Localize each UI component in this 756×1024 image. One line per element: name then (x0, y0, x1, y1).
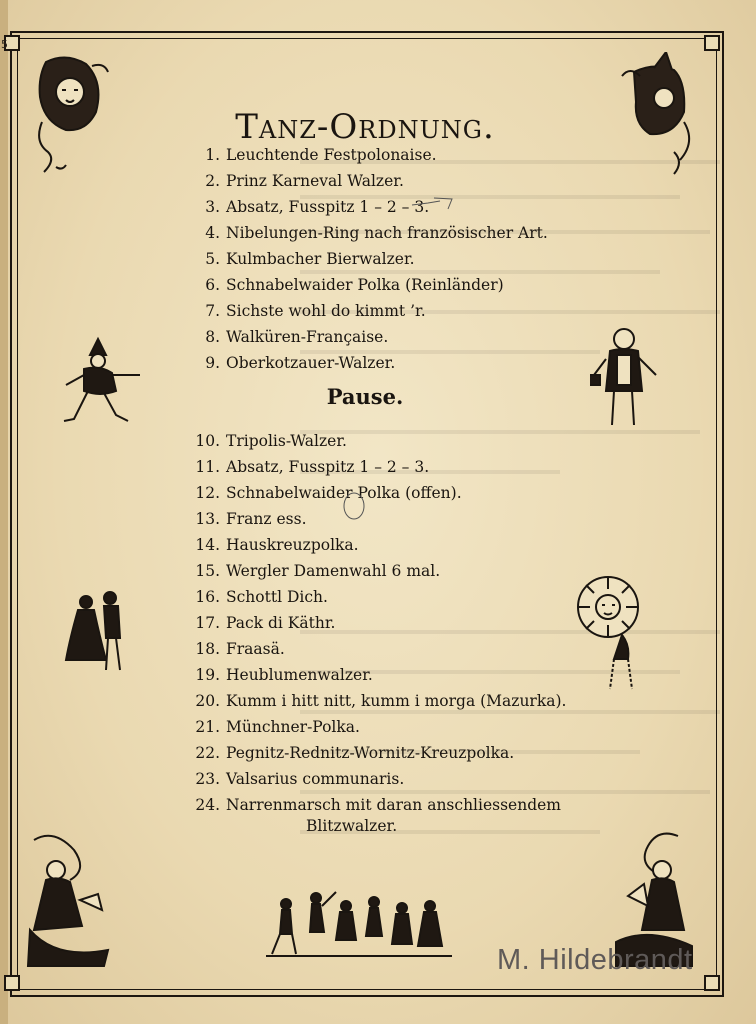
dance-title: Sichste wohl do kimmt ’r. (226, 302, 426, 320)
dance-title: Wergler Damenwahl 6 mal. (226, 562, 441, 580)
vignette-bird-figure-icon (614, 52, 700, 182)
vignette-couple-icon (62, 588, 138, 674)
vignette-jester-mask-icon (26, 52, 112, 182)
dance-title: Hauskreuzpolka. (226, 536, 359, 554)
dance-title: Schnabelwaider Polka (Reinländer) (226, 276, 504, 294)
vignette-sun-jester-icon (574, 575, 656, 693)
page-title: Tanz-Ordnung. (235, 106, 495, 147)
dance-title: Prinz Karneval Walzer. (226, 172, 404, 190)
dance-number: 23. (195, 770, 220, 788)
item-24-continuation: Blitzwalzer. (306, 817, 398, 835)
dance-title: Schottl Dich. (226, 588, 328, 606)
dance-number: 7. (205, 302, 220, 320)
dance-title: Walküren-Française. (226, 328, 389, 346)
dance-item (180, 220, 680, 246)
dance-title: Münchner-Polka. (226, 718, 360, 736)
dance-number: 5. (205, 250, 220, 268)
dance-title: Kulmbacher Bierwalzer. (226, 250, 415, 268)
dance-title: Narrenmarsch mit daran anschliessendem (226, 796, 561, 814)
dance-number: 2. (205, 172, 220, 190)
dance-item (180, 142, 680, 168)
corner-ornament-bottom-right (704, 975, 720, 991)
dance-number: 24. (195, 796, 220, 814)
corner-ornament-bottom-left (4, 975, 20, 991)
dance-number: 16. (195, 588, 220, 606)
dance-item (180, 246, 680, 272)
dance-number: 6. (205, 276, 220, 294)
dance-item (180, 168, 680, 194)
dance-title: Heublumenwalzer. (226, 666, 373, 684)
dance-title: Leuchtende Festpolonaise. (226, 146, 437, 164)
page-marker: 5 (1, 38, 8, 51)
dance-item (180, 766, 680, 792)
dance-title: Fraasä. (226, 640, 285, 658)
dance-number: 17. (195, 614, 220, 632)
dance-title: Pack di Käthr. (226, 614, 336, 632)
dance-item (180, 272, 680, 298)
vignette-gentleman-top-hat-icon (590, 325, 662, 433)
pencil-tick-mark (408, 195, 458, 215)
vignette-carnival-crowd-icon (266, 884, 452, 960)
dance-number: 10. (195, 432, 220, 450)
vignette-dancing-clown-icon (60, 335, 144, 431)
dance-number: 18. (195, 640, 220, 658)
dance-title: Absatz, Fusspitz 1 – 2 – 3. (226, 198, 430, 216)
dance-number: 20. (195, 692, 220, 710)
binding-edge (0, 0, 8, 1024)
dance-item (180, 454, 680, 480)
dance-title: Nibelungen-Ring nach französischer Art. (226, 224, 548, 242)
dance-title: Oberkotzauer-Walzer. (226, 354, 396, 372)
dance-number: 12. (195, 484, 220, 502)
dance-item (180, 298, 680, 324)
dance-number: 22. (195, 744, 220, 762)
dance-number: 21. (195, 718, 220, 736)
dance-number: 14. (195, 536, 220, 554)
dance-title: Absatz, Fusspitz 1 – 2 – 3. (226, 458, 430, 476)
pause-heading: Pause. (326, 384, 404, 409)
dance-number: 8. (205, 328, 220, 346)
dance-title: Valsarius communaris. (226, 770, 405, 788)
corner-ornament-top-right (704, 35, 720, 51)
dance-title: Kumm i hitt nitt, kumm i morga (Mazurka). (226, 692, 567, 710)
dance-item (180, 532, 680, 558)
dance-title: Schnabelwaider Polka (offen). (226, 484, 462, 502)
dance-number: 15. (195, 562, 220, 580)
vignette-woman-fan-left-icon (24, 830, 114, 970)
dance-number: 4. (205, 224, 220, 242)
dance-number: 9. (205, 354, 220, 372)
dance-title: Tripolis-Walzer. (226, 432, 347, 450)
watermark: M. Hildebrandt (497, 944, 693, 976)
dance-item (180, 740, 680, 766)
dance-number: 1. (205, 146, 220, 164)
dance-title: Franz ess. (226, 510, 307, 528)
dance-number: 19. (195, 666, 220, 684)
dance-item (180, 792, 680, 818)
dance-number: 13. (195, 510, 220, 528)
dance-item (180, 480, 680, 506)
pencil-circle-mark (340, 490, 370, 522)
dance-item (180, 714, 680, 740)
dance-number: 3. (205, 198, 220, 216)
dance-item (180, 506, 680, 532)
dance-number: 11. (195, 458, 220, 476)
dance-title: Pegnitz-Rednitz-Wornitz-Kreuzpolka. (226, 744, 515, 762)
